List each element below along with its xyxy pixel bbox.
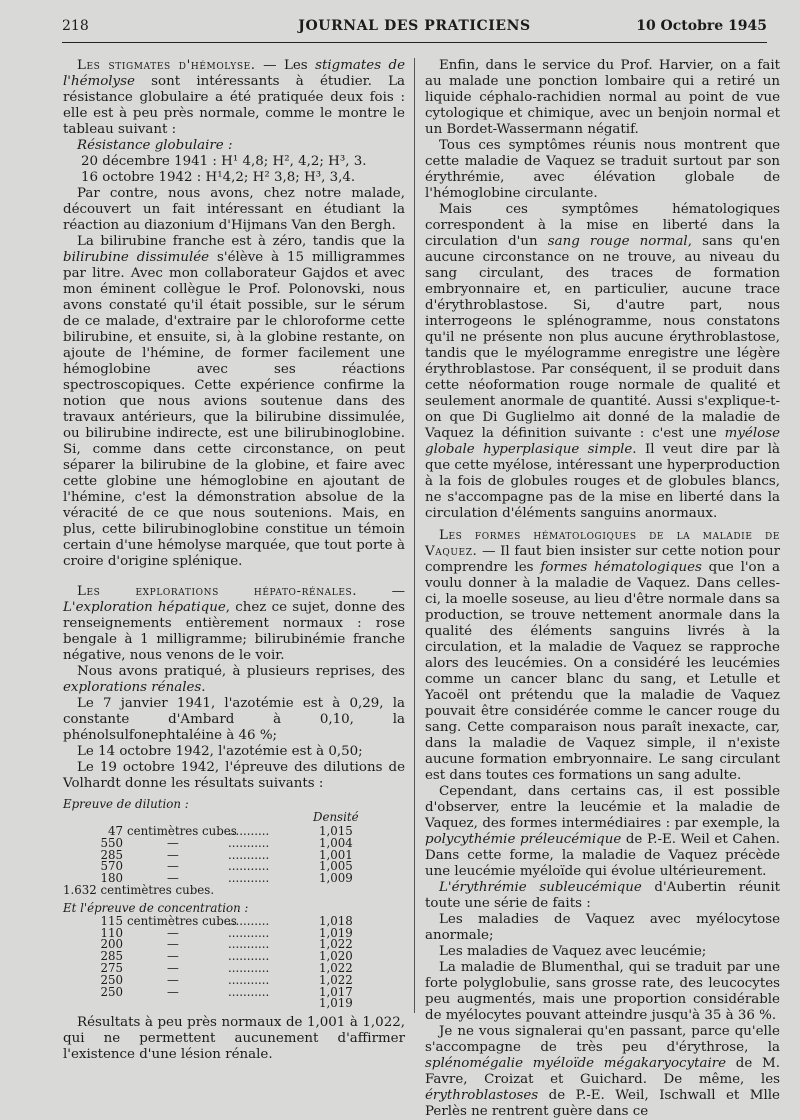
quantity-cell: 47: [107, 824, 123, 838]
issue-date: 10 Octobre 1945: [636, 18, 767, 34]
density-value-cell: 1,019: [319, 925, 353, 940]
density-value-cell: 1,018: [319, 913, 353, 928]
density-value-cell: 1,001: [319, 847, 353, 862]
unit-cell: centimètres cubes: [127, 913, 237, 928]
column-divider: [414, 58, 415, 1013]
table-row: [63, 974, 405, 986]
leader-dots: ...........: [228, 960, 270, 975]
density-value-cell: 1,022: [319, 937, 353, 952]
leader-dots: ...........: [228, 913, 270, 928]
unit-cell: —: [167, 859, 179, 874]
quantity-cell: 550: [100, 835, 123, 850]
quantity-cell: 285: [100, 949, 123, 964]
paragraph-renales: Nous avons pratiqué, à plusieurs reprises, des explorations rénales.: [63, 664, 405, 695]
density-value-cell: 1,015: [319, 824, 353, 838]
quantity-cell: 180: [100, 871, 123, 886]
quantity-cell: 250: [100, 972, 123, 987]
paragraph-resultats: Résultats à peu près normaux de 1,001 à 1,022, qui ne permettent aucunement d'affirmer l'existence d'une lésion rénale.: [63, 1015, 405, 1063]
density-value-cell: 1,020: [319, 949, 353, 964]
paragraph-volhardt: Le 19 octobre 1942, l'épreuve des dilutions de Volhardt donne les résultats suivants :: [63, 760, 405, 791]
journal-title: JOURNAL DES PRATICIENS: [298, 18, 531, 34]
section-heading-formes: Les formes hématologiques de la maladie de Vaquez.: [425, 528, 780, 559]
section-heading-explorations: Les explorations hépato-rénales.: [77, 584, 358, 599]
unit-cell: —: [167, 835, 179, 850]
unit-cell: —: [167, 960, 179, 975]
paragraph-symptomes: Tous ces symptômes réunis nous montrent que cette maladie de Vaquez se traduit surtout par son érythrémie, avec élévation globale de l'hémoglobine circulante.: [425, 138, 780, 201]
densite-header: Densité: [313, 810, 359, 824]
quantity-cell: 275: [100, 960, 123, 975]
resistance-line-2: 16 octobre 1942 : H¹4,2; H² 3,8; H³, 3,4.: [81, 170, 356, 185]
right-column: [425, 58, 780, 1120]
dilution-rows: [63, 825, 405, 884]
quantity-cell: 110: [100, 925, 123, 940]
unit-cell: —: [167, 972, 179, 987]
density-value-cell: 1,017: [319, 984, 353, 999]
unit-cell: —: [167, 925, 179, 940]
unit-cell: —: [167, 937, 179, 952]
page-header: [62, 16, 767, 43]
quantity-cell: 115: [100, 913, 123, 928]
table-row: [63, 986, 405, 998]
density-value-cell: 1,019: [319, 996, 353, 1011]
paragraph-azotemie-1941: Le 7 janvier 1941, l'azotémie est à 0,29, la constante d'Ambard à 0,10, la phénolsulfonephtaléine à 46 %;: [63, 696, 405, 743]
paragraph-leucemie: Les maladies de Vaquez avec leucémie;: [439, 944, 707, 959]
paragraph-ponction: Enfin, dans le service du Prof. Harvier, on a fait au malade une ponction lombaire qui a retiré un liquide céphalo-rachidien normal au point de vue cytologique et chimique, avec un benjoin normal et un Bordet-Wassermann négatif.: [425, 58, 780, 137]
leader-dots: ...........: [228, 824, 270, 838]
resistance-title: Résistance globulaire :: [77, 138, 233, 153]
density-value-cell: 1,022: [319, 972, 353, 987]
table-row: [63, 837, 405, 849]
paragraph-myelocytose: Les maladies de Vaquez avec myélocytose anormale;: [425, 912, 780, 943]
leader-dots: ...........: [228, 984, 270, 999]
paragraph-blumenthal: La maladie de Blumenthal, qui se traduit par une forte polyglobulie, sans grosse rate, des leucocytes peu augmentés, mais une proportion considérable de myélocytes pouvant atteindre jusqu'à 35 à 36 %.: [425, 960, 780, 1023]
paragraph-erythremie: L'érythrémie subleucémique d'Aubertin réunit toute une série de faits :: [425, 880, 780, 911]
unit-cell: —: [167, 949, 179, 964]
paragraph-cependant: Cependant, dans certains cas, il est possible d'observer, entre la leucémie et la maladie de Vaquez, des formes intermédiaires : par exemple, la polycythémie préleucémique de P.-E. Weil et Cahen. Dans cette forme, la maladie de Vaquez précède une leucémie myéloïde qui évolue ultérieurement.: [425, 784, 781, 879]
left-column: [63, 58, 405, 1063]
leader-dots: ...........: [228, 835, 270, 850]
leader-dots: ...........: [228, 859, 270, 874]
leader-dots: ...........: [228, 949, 270, 964]
density-value-cell: 1,004: [319, 835, 353, 850]
section-heading-hemolyse: Les stigmates d'hémolyse.: [77, 58, 256, 73]
table-row: [63, 962, 405, 974]
leader-dots: ...........: [228, 871, 270, 886]
unit-cell: —: [167, 847, 179, 862]
paragraph-hemolyse: Les stigmates d'hémolyse. — Les stigmates de l'hémolyse sont intéressants à étudier. La résistance globulaire a été pratiquée deux fois : elle est à peu près normale, comme le montre le tableau suivant :: [63, 58, 406, 137]
paragraph-bilirubine: La bilirubine franche est à zéro, tandis que la bilirubine dissimulée s'élève à 15 milligrammes par litre. Avec mon collaborateur Gajdos et avec mon éminent collègue le Prof. Polonovski, nous avons constaté qu'il était possible, sur le sérum de ce malade, d'extraire par le chloroforme cette bilirubine, et ensuite, si, à la globine restante, on ajoute de l'hémine, de former facilement une hémoglobine avec ses réactions spectroscopiques. Cette expérience confirme la notion que nous avions soutenue dans des travaux antérieurs, que la bilirubine dissimulée, ou bilirubine indirecte, est une bilirubinoglobine. Si, comme dans cette circonstance, on peut séparer la bilirubine de la globine, et faire avec cette globine une hémoglobine en ajoutant de l'hémine, c'est la démonstration absolue de la véracité de ce que nous soutenions. Mais, en plus, cette bilirubinoglobine constitue un témoin certain d'une hémolyse marquée, que tout porte à croire d'origine splénique.: [63, 234, 405, 569]
dilution-table: [63, 798, 405, 1009]
unit-cell: —: [167, 871, 179, 886]
paragraph-formes: Les formes hématologiques de la maladie de Vaquez. — Il faut bien insister sur cette notion pour comprendre les formes hématologiques que l'on a voulu donner à la maladie de Vaquez. Dans celles-ci, la moelle soseuse, au lieu d'être normale dans sa production, se trouve nettement anormale dans la qualité des éléments sanguins livrés à la circulation, et la maladie de Vaquez se rapproche alors des leucémies. On a considéré les leucémies comme un cancer blanc du sang, et Letulle et Yacoël ont prétendu que la maladie de Vaquez pouvait être considérée comme le cancer rouge du sang. Cette comparaison nous paraît inexacte, car, dans la maladie de Vaquez simple, il n'existe aucune formation embryonnaire. Le sang circulant est dans toutes ces formations un sang adulte.: [425, 528, 780, 783]
concentration-rows: [63, 915, 405, 1009]
page-number: 218: [62, 18, 89, 34]
density-value-cell: 1,005: [319, 859, 353, 874]
quantity-cell: 570: [100, 859, 123, 874]
dilution-caption: Epreuve de dilution :: [63, 797, 189, 811]
paragraph-splenomegalie: Je ne vous signalerai qu'en passant, parce qu'elle s'accompagne de très peu d'érythrose, la splénomégalie myéloïde mégakaryocytaire de M. Favre, Croizat et Guichard. De même, les érythroblastoses de P.-E. Weil, Ischwall et Mlle Perlès ne rentrent guère dans ce: [425, 1024, 780, 1119]
leader-dots: ...........: [228, 972, 270, 987]
quantity-cell: 250: [100, 984, 123, 999]
unit-cell: —: [167, 984, 179, 999]
table-row: [63, 997, 405, 1009]
paragraph-azotemie-1942: Le 14 octobre 1942, l'azotémie est à 0,50;: [77, 744, 363, 759]
density-value-cell: 1,009: [319, 871, 353, 886]
dilution-total: 1.632 centimètres cubes.: [63, 882, 215, 897]
leader-dots: ...........: [228, 847, 270, 862]
unit-cell: centimètres cubes: [127, 824, 237, 838]
resistance-line-1: 20 décembre 1941 : H¹ 4,8; H², 4,2; H³, 3.: [81, 154, 367, 169]
paragraph-hematologiques: Mais ces symptômes hématologiques correspondent à la mise en liberté dans la circulation d'un sang rouge normal, sans qu'en aucune circonstance on ne trouve, au niveau du sang circulant, des traces de formation embryonnaire et, en particulier, aucune trace d'érythroblastose. Si, d'autre part, nous interrogeons le splénogramme, nous constatons qu'il ne présente non plus aucune érythroblastose, tandis que le myélogramme enregistre une légère érythroblastose. Par conséquent, il se produit dans cette néoformation rouge normale de qualité et seulement anormale de quantité. Aussi s'explique-t-on que Di Guglielmo ait donné de la maladie de Vaquez la définition suivante : c'est une myélose globale hyperplasique simple. Il veut dire par là que cette myélose, intéressant une hyperproduction à la fois de globules rouges et de globules blancs, ne s'accompagne pas de la mise en liberté dans la circulation d'éléments sanguins anormaux.: [425, 202, 781, 521]
leader-dots: ...........: [228, 925, 270, 940]
quantity-cell: 200: [100, 937, 123, 952]
paragraph-explorations: Les explorations hépato-rénales. — L'exploration hépatique, chez ce sujet, donne des renseignements entièrement normaux : rose bengale à 1 milligramme; bilirubinémie franche négative, nous venons de le voir.: [63, 584, 405, 663]
concentration-caption: Et l'épreuve de concentration :: [63, 900, 249, 915]
density-value-cell: 1,022: [319, 960, 353, 975]
paragraph-diazonium: Par contre, nous avons, chez notre malade, découvert un fait intéressant en étudiant la réaction au diazonium d'Hijmans Van den Bergh.: [63, 186, 405, 233]
leader-dots: ...........: [228, 937, 270, 952]
table-row: [63, 915, 405, 927]
quantity-cell: 285: [100, 847, 123, 862]
